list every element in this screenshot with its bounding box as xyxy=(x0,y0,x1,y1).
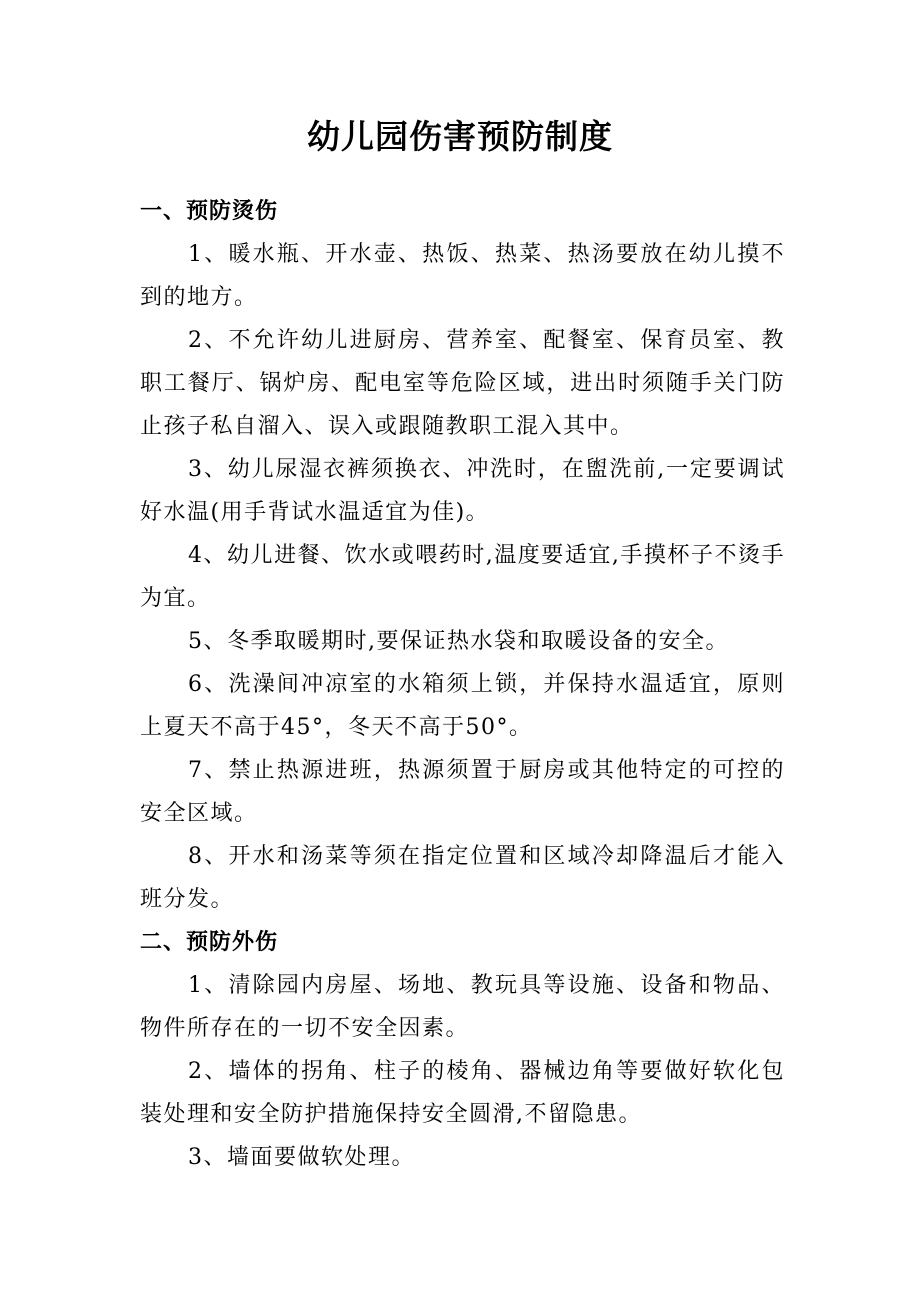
list-item: 2、墙体的拐角、柱子的棱角、器械边角等要做好软化包装处理和安全防护措施保持安全圆滑,不留隐患。 xyxy=(140,1059,785,1127)
section-heading: 一、预防烫伤 xyxy=(140,199,279,224)
section-injury-prevention xyxy=(140,921,785,1179)
list-item: 6、洗澡间冲凉室的水箱须上锁，并保持水温适宜，原则上夏天不高于45°，冬天不高于50°。 xyxy=(140,672,785,740)
document-body xyxy=(140,190,785,1179)
document-title: 幼儿园伤害预防制度 xyxy=(307,117,613,156)
list-item: 8、开水和汤菜等须在指定位置和区域冷却降温后才能入班分发。 xyxy=(140,844,785,912)
list-item: 1、暖水瓶、开水壶、热饭、热菜、热汤要放在幼儿摸不到的地方。 xyxy=(140,242,785,310)
section-heading: 二、预防外伤 xyxy=(140,930,279,955)
list-item: 1、清除园内房屋、场地、教玩具等设施、设备和物品、物件所存在的一切不安全因素。 xyxy=(140,973,785,1041)
list-item: 3、幼儿尿湿衣裤须换衣、冲洗时，在盥洗前,一定要调试好水温(用手背试水温适宜为佳)。 xyxy=(140,457,785,525)
list-item: 5、冬季取暖期时,要保证热水袋和取暖设备的安全。 xyxy=(188,629,729,654)
list-item: 3、墙面要做软处理。 xyxy=(188,1145,415,1170)
section-burn-prevention xyxy=(140,190,785,921)
list-item: 2、不允许幼儿进厨房、营养室、配餐室、保育员室、教职工餐厅、锅炉房、配电室等危险区域，进出时须随手关门防止孩子私自溜入、误入或跟随教职工混入其中。 xyxy=(140,328,785,439)
list-item: 7、禁止热源进班，热源须置于厨房或其他特定的可控的安全区域。 xyxy=(140,758,785,826)
list-item: 4、幼儿进餐、饮水或喂药时,温度要适宜,手摸杯子不烫手为宜。 xyxy=(140,543,785,611)
